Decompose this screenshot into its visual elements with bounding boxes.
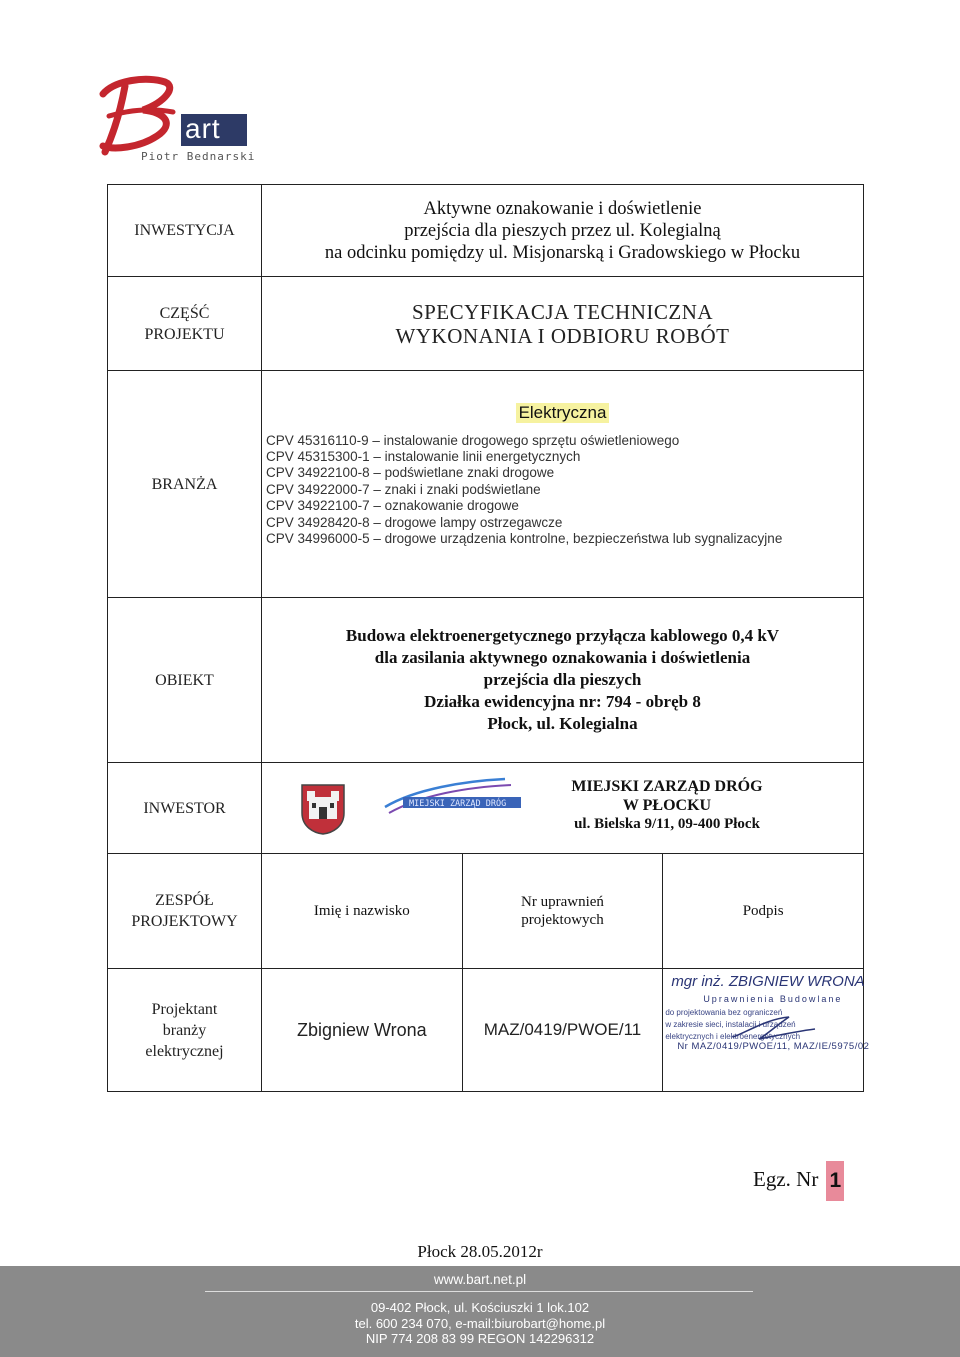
stamp-title: mgr inż. ZBIGNIEW WRONA	[671, 973, 865, 990]
label-projektant-line-2: branży	[162, 1021, 207, 1039]
designer-name: Zbigniew Wrona	[262, 969, 463, 1092]
obiekt-content	[262, 598, 864, 763]
logo-b-mark	[95, 72, 190, 162]
spec-title-table	[107, 184, 870, 1092]
label-obiekt: OBIEKT	[108, 598, 262, 763]
inwestycja-line-2: przejścia dla pieszych przez ul. Kolegialną	[404, 220, 721, 241]
label-projektant-line-1: Projektant	[151, 1000, 218, 1018]
label-czesc-line-1: CZĘŚĆ	[159, 304, 210, 322]
obiekt-line-3: przejścia dla pieszych	[483, 670, 642, 689]
copy-number-label: Egz. Nr	[753, 1166, 819, 1191]
row-branza	[108, 371, 864, 598]
row-zespol	[108, 854, 864, 969]
row-czesc	[108, 277, 864, 371]
cpv-item: CPV 34922100-7 – oznakowanie drogowe	[266, 498, 519, 514]
label-projektant-line-3: elektrycznej	[145, 1042, 224, 1060]
obiekt-line-4: Działka ewidencyjna nr: 794 - obręb 8	[424, 692, 701, 711]
header-signature: Podpis	[663, 854, 864, 969]
row-obiekt	[108, 598, 864, 763]
row-inwestor	[108, 763, 864, 854]
mzd-logo-text: MIEJSKI ZARZĄD DRÓG	[409, 799, 507, 809]
copy-number-value: 1	[826, 1161, 844, 1201]
stamp-line-4: elektrycznych i elektroenergetycznych	[665, 1032, 801, 1041]
cpv-item: CPV 34922100-8 – podświetlane znaki drogowe	[266, 465, 555, 481]
inwestor-name-line-1: MIEJSKI ZARZĄD DRÓG	[571, 778, 763, 795]
cpv-item: CPV 34922000-7 – znaki i znaki podświetlane	[266, 481, 541, 497]
inwestor-content	[262, 763, 864, 854]
label-inwestycja: INWESTYCJA	[108, 185, 262, 277]
logo-owner-name: Piotr Bednarski	[141, 150, 256, 163]
czesc-content	[262, 277, 864, 371]
header-license	[462, 854, 663, 969]
inwestycja-line-1: Aktywne oznakowanie i doświetlenie	[423, 198, 702, 219]
row-inwestycja	[108, 185, 864, 277]
designer-license: MAZ/0419/PWOE/11	[462, 969, 663, 1092]
inwestor-address: ul. Bielska 9/11, 09-400 Płock	[574, 816, 760, 832]
mzd-logo-icon	[375, 777, 525, 817]
label-zespol	[108, 854, 262, 969]
obiekt-line-1: Budowa elektroenergetycznego przyłącza kablowego 0,4 kV	[345, 626, 780, 645]
cpv-list	[262, 423, 863, 570]
obiekt-line-5: Płock, ul. Kolegialna	[487, 714, 638, 733]
stamp-number: Nr MAZ/0419/PWOE/11, MAZ/IE/5975/02	[677, 1041, 870, 1052]
license-stamp	[663, 971, 870, 1089]
footer-address: 09-402 Płock, ul. Kościuszki 1 lok.102	[370, 1300, 590, 1315]
label-branza: BRANŻA	[108, 371, 262, 598]
label-projektant	[108, 969, 262, 1092]
inwestycja-content	[262, 185, 864, 277]
cpv-item: CPV 34928420-8 – drogowe lampy ostrzegawcze	[266, 514, 563, 530]
header-name: Imię i nazwisko	[262, 854, 463, 969]
stamp-line-2: do projektowania bez ograniczeń	[665, 1008, 783, 1017]
inwestycja-line-3: na odcinku pomiędzy ul. Misjonarską i Gradowskiego w Płocku	[324, 242, 801, 263]
label-czesc-line-2: PROJEKTU	[144, 325, 225, 343]
cpv-item: CPV 45316110-9 – instalowanie drogowego sprzętu oświetleniowego	[266, 432, 680, 448]
plock-crest-icon	[300, 783, 346, 835]
obiekt-line-2: dla zasilania aktywnego oznakowania i doświetlenia	[374, 648, 751, 667]
header-license-line-1: Nr uprawnień	[521, 894, 604, 910]
stamp-line-1: Uprawnienia Budowlane	[703, 994, 843, 1004]
document-date: Płock 28.05.2012r	[417, 1242, 543, 1261]
label-czesc	[108, 277, 262, 371]
cpv-item: CPV 34996000-5 – drogowe urządzenia kontrolne, bezpieczeństwa lub sygnalizacyjne	[266, 531, 783, 547]
inwestor-name	[552, 777, 782, 834]
footer-ids: NIP 774 208 83 99 REGON 142296312	[365, 1331, 595, 1346]
row-projektant	[108, 969, 864, 1092]
branza-content	[262, 371, 864, 598]
label-inwestor: INWESTOR	[108, 763, 262, 854]
spec-title-line-2: WYKONANIA I ODBIORU ROBÓT	[395, 323, 730, 348]
label-zespol-line-1: ZESPÓŁ	[155, 892, 214, 909]
spec-title-line-1: SPECYFIKACJA TECHNICZNA	[411, 299, 714, 324]
stamp-line-3: w zakresie sieci, instalacji i urządzeń	[665, 1020, 796, 1029]
cpv-item: CPV 45315300-1 – instalowanie linii energetycznych	[266, 448, 581, 464]
signature-cell	[663, 969, 870, 1092]
header-license-line-2: projektowych	[521, 912, 604, 928]
company-logo	[95, 72, 265, 167]
footer-website[interactable]: www.bart.net.pl	[433, 1272, 527, 1287]
label-zespol-line-2: PROJEKTOWY	[131, 913, 238, 930]
branza-name: Elektryczna	[516, 403, 610, 423]
footer-contact: tel. 600 234 070, e-mail:biurobart@home.pl	[354, 1316, 606, 1331]
inwestor-name-line-2: W PŁOCKU	[622, 797, 712, 814]
footer	[0, 1266, 960, 1357]
footer-divider	[205, 1291, 753, 1292]
logo-art-box: art	[181, 114, 247, 146]
handwritten-signature	[729, 1013, 819, 1043]
copy-number	[753, 1161, 844, 1201]
